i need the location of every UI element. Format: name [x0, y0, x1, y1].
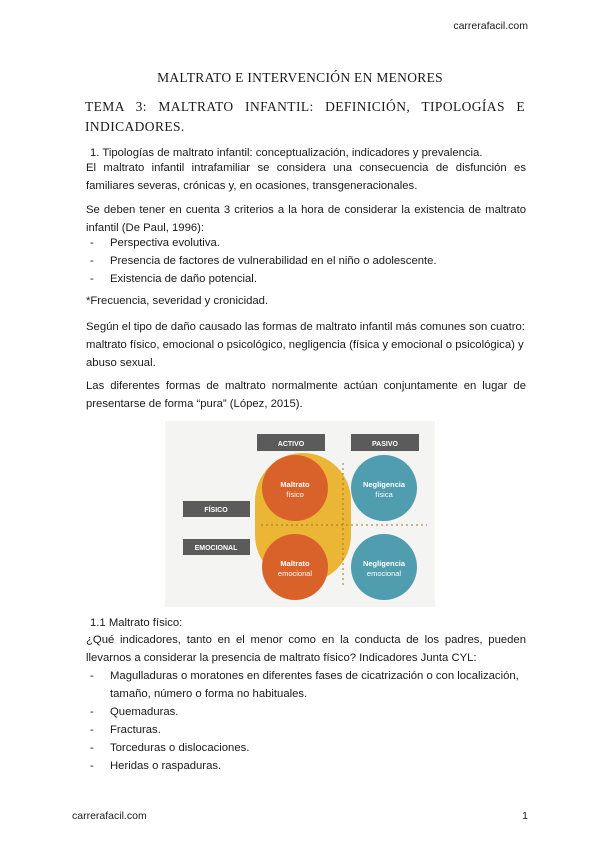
criteria-list [86, 234, 526, 288]
list-item: - Heridas o raspaduras. [86, 757, 526, 775]
row-label-emocional: EMOCIONAL [194, 545, 238, 552]
circle-negligencia-fisica-line1: Negligencia [362, 480, 406, 489]
list-item: - Fracturas. [86, 721, 526, 739]
circle-maltrato-fisico-line2: físico [286, 490, 304, 499]
document-title: MALTRATO E INTERVENCIÓN EN MENORES [157, 70, 443, 85]
circle-maltrato-emocional-line2: emocional [277, 569, 313, 578]
criteria-intro: Se deben tener en cuenta 3 criterios a la hora de considerar la existencia de maltrato infantil (De Paul, 1996): [86, 204, 526, 234]
circle-negligencia-fisica-line2: física [375, 490, 393, 499]
maltrato-typology-figure [165, 421, 435, 607]
page-number: 1 [522, 810, 528, 822]
topic-heading: TEMA 3: MALTRATO INFANTIL: DEFINICIÓN, TIPOLOGÍAS E INDICADORES. [85, 99, 525, 134]
indicators-list [86, 667, 526, 775]
col-label-activo: ACTIVO [277, 441, 305, 448]
criteria-note: *Frecuencia, severidad y cronicidad. [86, 295, 269, 307]
joint-paragraph: Las diferentes formas de maltrato normalmente actúan conjuntamente en lugar de presentarse de forma “pura” (López, 2015). [86, 380, 526, 410]
footer-site: carrerafacil.com [72, 810, 147, 822]
list-item: - Magulladuras o moratones en diferentes fases de cicatrización o con localización, tamaño, número o forma no habituales. [86, 667, 526, 703]
list-item: - Torceduras o dislocaciones. [86, 739, 526, 757]
list-item: - Existencia de daño potencial. [86, 270, 526, 288]
circle-maltrato-fisico-line1: Maltrato [280, 480, 310, 489]
forms-paragraph: Según el tipo de daño causado las formas de maltrato infantil más comunes son cuatro: maltrato físico, emocional o psicológico, negligencia (física y emocional o psicológica) y abuso sexual. [86, 321, 525, 369]
list-item: - Perspectiva evolutiva. [86, 234, 526, 252]
section-1-intro: El maltrato infantil intrafamiliar se considera una consecuencia de disfunción es familiares severas, crónicas y, en ocasiones, transgeneracionales. [86, 162, 526, 192]
header-site: carrerafacil.com [453, 20, 528, 32]
section-1-1-question: ¿Qué indicadores, tanto en el menor como en la conducta de los padres, pueden llevarnos a considerar la presencia de maltrato físico? Indicadores Junta CYL: [86, 634, 526, 664]
section-1-1-heading: 1.1 Maltrato físico: [90, 617, 183, 629]
list-item: - Quemaduras. [86, 703, 526, 721]
col-label-pasivo: PASIVO [372, 441, 398, 448]
row-label-fisico: FÍSICO [204, 507, 228, 514]
circle-maltrato-emocional-line1: Maltrato [280, 559, 310, 568]
list-item: - Presencia de factores de vulnerabilidad en el niño o adolescente. [86, 252, 526, 270]
circle-negligencia-emocional-line1: Negligencia [362, 559, 406, 568]
circle-negligencia-emocional-line2: emocional [366, 569, 402, 578]
section-1-heading: 1. Tipologías de maltrato infantil: conceptualización, indicadores y prevalencia. [90, 147, 483, 159]
